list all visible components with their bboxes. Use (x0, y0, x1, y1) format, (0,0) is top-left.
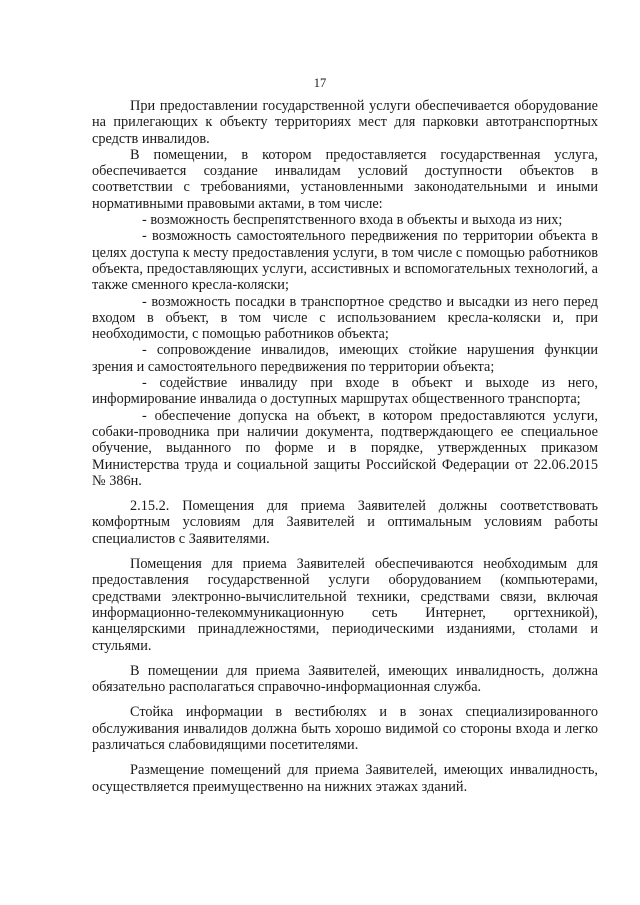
section-2-15-2: 2.15.2. Помещения для приема Заявителей должны соответствовать комфортным условиям для Заявителей и оптимальным условиям работы специалистов с Заявителями. (92, 498, 598, 547)
paragraph-info-desk: Стойка информации в вестибюлях и в зонах специализированного обслуживания инвалидов должна быть хорошо видимой со стороны входа и легко различаться слабовидящими посетителями. (92, 704, 598, 753)
paragraph-lower-floors: Размещение помещений для приема Заявителей, имеющих инвалидность, осуществляется преимущественно на нижних этажах зданий. (92, 762, 598, 795)
list-item-entry-exit: - возможность беспрепятственного входа в объекты и выхода из них; (142, 212, 563, 229)
paragraph-accessibility-conditions: В помещении, в котором предоставляется государственная услуга, обеспечивается создание инвалидам условий доступности объектов в соответствии с требованиями, установленными законодательными и иными нормативными правовыми актами, в том числе: (92, 146, 598, 212)
paragraph-equipment: Помещения для приема Заявителей обеспечиваются необходимым для предоставления государственной услуги оборудованием (компьютерами, средствами электронно-вычислительной техники, средствами связи, включая информационно-телекоммуникационную сеть Интернет, оргтехникой), канцелярскими принадлежностями, периодическими изданиями, столами и стульями. (92, 556, 598, 654)
list-item-independent-movement: - возможность самостоятельного передвижения по территории объекта в целях доступа к месту предоставления услуги, в том числе с помощью работников объекта, предоставляющих услуги, ассистивных и вспомогательных технологий, а также сменного кресла-коляски; (92, 228, 598, 294)
list-item-vehicle-boarding: - возможность посадки в транспортное средство и высадки из него перед входом в объект, в том числе с использованием кресла-коляски и, при необходимости, с помощью работников объекта; (92, 293, 598, 343)
list-item-assistance: - содействие инвалиду при входе в объект и выходе из него, информирование инвалида о доступных маршрутах общественного транспорта; (92, 375, 598, 408)
paragraph-info-service: В помещении для приема Заявителей, имеющих инвалидность, должна обязательно располагаться справочно-информационная служба. (92, 662, 598, 696)
paragraph-parking: При предоставлении государственной услуги обеспечивается оборудование на прилегающих к объекту территориях мест для парковки автотранспортных средств инвалидов. (92, 98, 598, 147)
page-number: 17 (313, 76, 327, 90)
list-item-guide-dog: - обеспечение допуска на объект, в котором предоставляются услуги, собаки-проводника при наличии документа, подтверждающего ее специальное обучение, выданного по форме и в порядке, утвержденных приказом Министерства труда и социальной защиты Российской Федерации от 22.06.2015 № 386н. (92, 407, 598, 489)
list-item-escort: - сопровождение инвалидов, имеющих стойкие нарушения функции зрения и самостоятельного передвижения по территории объекта; (92, 342, 598, 375)
document-body (92, 98, 598, 795)
